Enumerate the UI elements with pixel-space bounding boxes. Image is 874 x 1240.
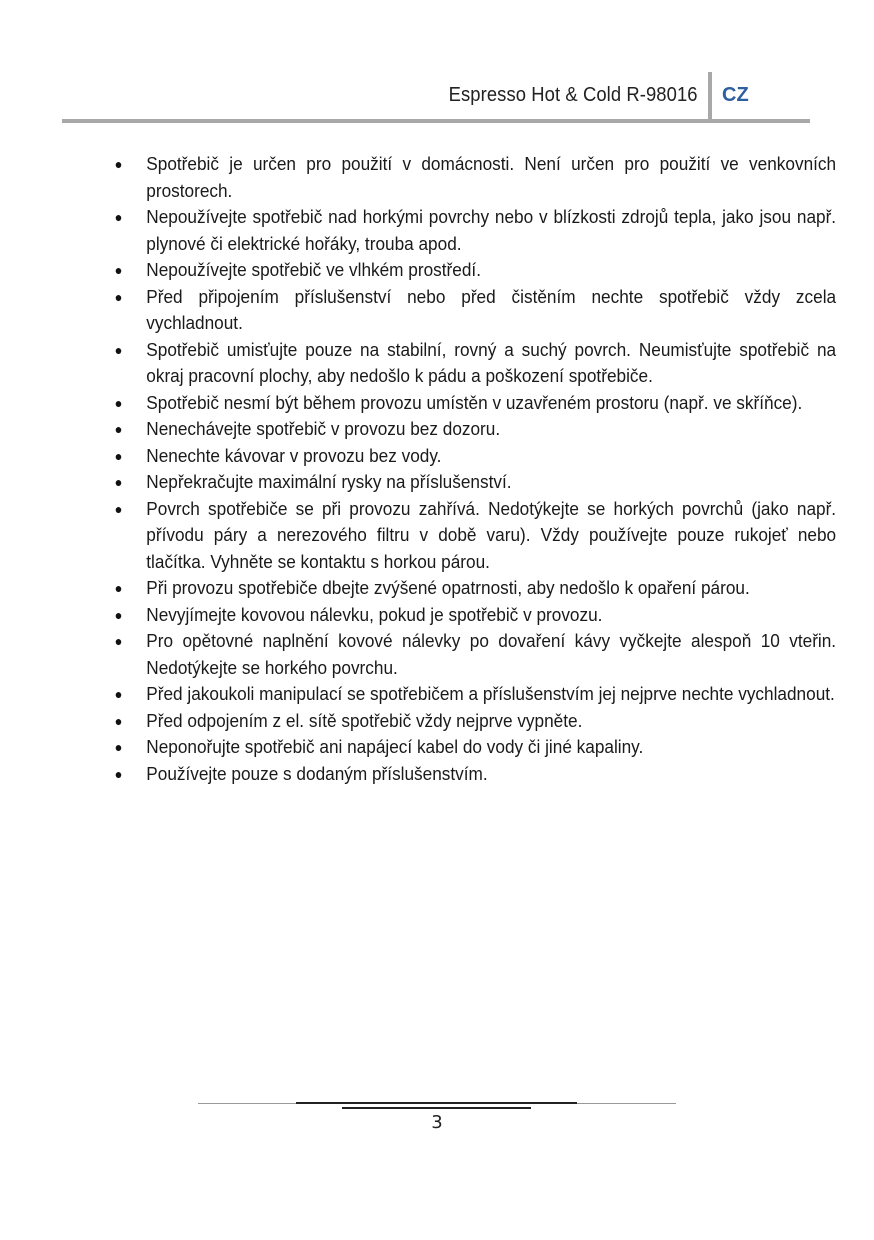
footer-rule-thick bbox=[296, 1102, 577, 1104]
list-item bbox=[110, 496, 836, 576]
list-item-text: Při provozu spotřebiče dbejte zvýšené opatrnosti, aby nedošlo k opaření párou. bbox=[146, 577, 750, 598]
list-item-text: Povrch spotřebiče se při provozu zahřívá. Nedotýkejte se horkých povrchů (jako např. přívodu páry a nerezového filtru v době varu). Vždy používejte pouze rukojeť nebo tlačítka. Vyhněte se kontaktu s horkou párou. bbox=[146, 497, 837, 572]
list-item bbox=[110, 151, 836, 204]
list-item-text: Nenechte kávovar v provozu bez vody. bbox=[146, 444, 442, 466]
list-item-text: Pro opětovné naplnění kovové nálevky po dovaření kávy vyčkejte alespoň 10 vteřin. Nedotýkejte se horkého povrchu. bbox=[146, 630, 837, 678]
bullet-icon: ● bbox=[114, 474, 123, 490]
header-separator bbox=[708, 72, 712, 120]
bullet-icon: ● bbox=[114, 262, 123, 278]
list-item bbox=[110, 257, 836, 284]
safety-instructions bbox=[110, 151, 837, 787]
list-item-text: Nenechávejte spotřebič v provozu bez dozoru. bbox=[146, 418, 501, 439]
language-code: CZ bbox=[722, 84, 749, 106]
list-item-text: Nepoužívejte spotřebič nad horkými povrchy nebo v blízkosti zdrojů tepla, jako jsou např. plynové či elektrické hořáky, trouba apod. bbox=[146, 206, 837, 254]
bullet-icon: ● bbox=[114, 765, 123, 782]
list-item bbox=[110, 390, 836, 417]
footer-rule-short bbox=[342, 1107, 531, 1109]
list-item-text: Před připojením příslušenství nebo před čistěním nechte spotřebič vždy zcela vychladnout. bbox=[146, 285, 837, 333]
bullet-icon: ● bbox=[114, 447, 123, 464]
list-item bbox=[110, 708, 836, 735]
header-rule bbox=[62, 119, 810, 123]
list-item bbox=[110, 734, 836, 761]
bullet-icon: ● bbox=[114, 500, 123, 517]
page-header bbox=[62, 72, 810, 122]
bullet-icon: ● bbox=[114, 712, 123, 729]
list-item-text: Nevyjímejte kovovou nálevku, pokud je spotřebič v provozu. bbox=[146, 603, 603, 625]
list-item bbox=[110, 628, 836, 681]
bullet-icon: ● bbox=[114, 156, 123, 172]
bullet-list bbox=[110, 151, 837, 787]
list-item-text: Spotřebič nesmí být během provozu umístěn v uzavřeném prostoru (např. ve skříňce). bbox=[146, 391, 803, 413]
footer-rule-thin bbox=[198, 1103, 676, 1104]
bullet-icon: ● bbox=[114, 209, 123, 225]
list-item bbox=[110, 443, 836, 470]
header-title: Espresso Hot & Cold R-98016 bbox=[449, 84, 698, 106]
bullet-icon: ● bbox=[114, 288, 123, 305]
list-item-text: Neponořujte spotřebič ani napájecí kabel do vody či jiné kapaliny. bbox=[146, 736, 644, 757]
list-item-text: Spotřebič je určen pro použití v domácnosti. Není určen pro použití ve venkovních prostorech. bbox=[146, 153, 837, 201]
list-item bbox=[110, 204, 836, 257]
list-item-text: Nepřekračujte maximální rysky na příslušenství. bbox=[146, 471, 512, 492]
bullet-icon: ● bbox=[114, 341, 123, 358]
list-item-text: Používejte pouze s dodaným příslušenstvím. bbox=[146, 762, 488, 784]
list-item bbox=[110, 416, 836, 443]
bullet-icon: ● bbox=[114, 739, 123, 755]
list-item bbox=[110, 681, 836, 708]
bullet-icon: ● bbox=[114, 421, 123, 437]
list-item-text: Nepoužívejte spotřebič ve vlhkém prostředí. bbox=[146, 259, 481, 280]
bullet-icon: ● bbox=[114, 580, 123, 596]
bullet-icon: ● bbox=[114, 633, 123, 649]
page-number: 3 bbox=[431, 1112, 443, 1133]
bullet-icon: ● bbox=[114, 606, 123, 623]
bullet-icon: ● bbox=[114, 686, 123, 702]
list-item bbox=[110, 602, 836, 629]
list-item bbox=[110, 761, 836, 788]
list-item bbox=[110, 469, 836, 496]
list-item bbox=[110, 284, 836, 337]
list-item bbox=[110, 337, 836, 390]
list-item-text: Před jakoukoli manipulací se spotřebičem a příslušenstvím jej nejprve nechte vychladnout. bbox=[146, 683, 835, 704]
list-item-text: Spotřebič umisťujte pouze na stabilní, rovný a suchý povrch. Neumisťujte spotřebič na okraj pracovní plochy, aby nedošlo k pádu a poškození spotřebiče. bbox=[146, 338, 837, 386]
bullet-icon: ● bbox=[114, 394, 123, 411]
list-item bbox=[110, 575, 836, 602]
list-item-text: Před odpojením z el. sítě spotřebič vždy nejprve vypněte. bbox=[146, 709, 583, 731]
